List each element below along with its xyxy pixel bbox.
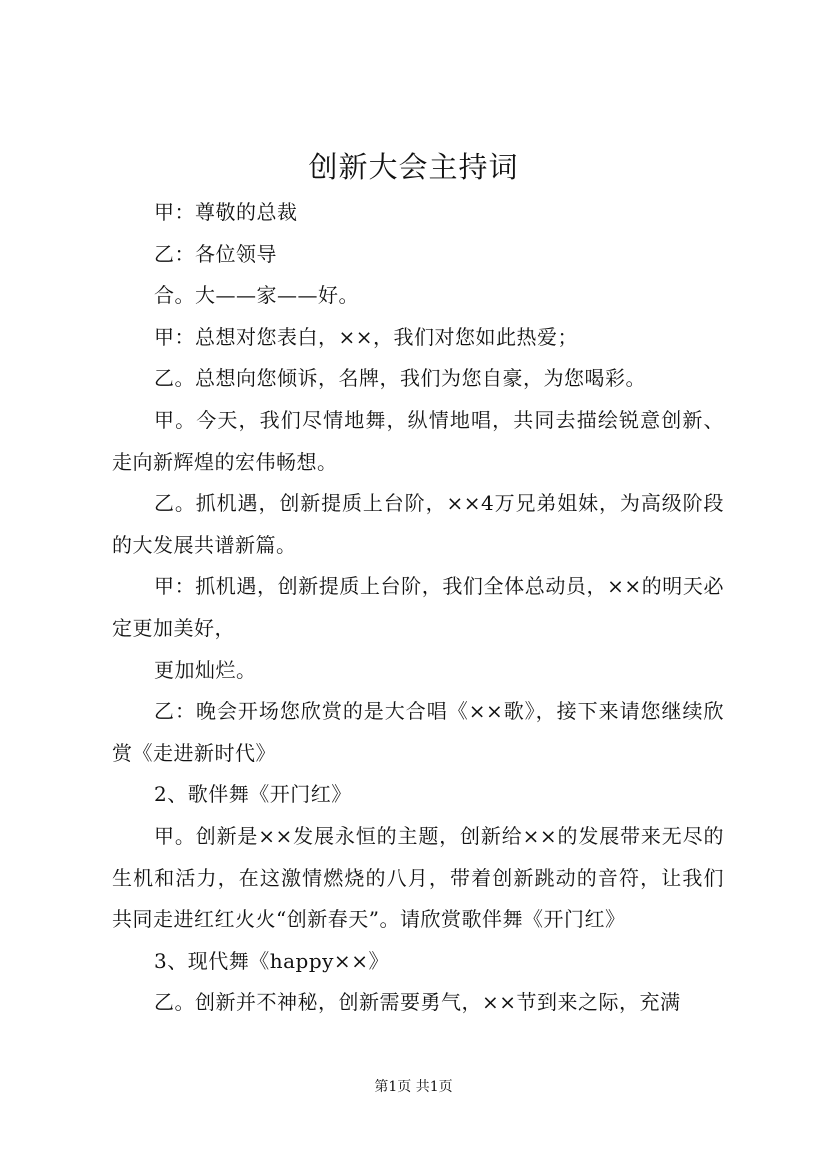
- paragraph-11: 2、歌伴舞《开门红》: [154, 782, 352, 807]
- paragraph-2: 乙：各位领导: [154, 241, 277, 266]
- paragraph-5: 乙。总想向您倾诉，名牌，我们为您自豪，为您喝彩。: [154, 366, 646, 391]
- paragraph-1: 甲：尊敬的总裁: [154, 200, 298, 224]
- paragraph-12: 甲。创新是××发展永恒的主题，创新给××的发展带来无尽的生机和活力，在这激情燃烧的八月，带着创新跳动的音符，让我们共同走进红红火火“创新春天”。请欣赏歌伴舞《开门红》: [112, 823, 724, 932]
- paragraph-6: 甲。今天，我们尽情地舞，纵情地唱，共同去描绘锐意创新、走向新辉煌的宏伟畅想。: [112, 407, 724, 474]
- paragraph-4: 甲：总想对您表白，××，我们对您如此热爱；: [154, 324, 579, 349]
- paragraph-10: 乙：晚会开场您欣赏的是大合唱《××歌》，接下来请您继续欣赏《走进新时代》: [112, 699, 724, 765]
- paragraph-8: 甲：抓机遇，创新提质上台阶，我们全体总动员，××的明天必定更加美好，: [112, 574, 724, 640]
- paragraph-14: 乙。创新并不神秘，创新需要勇气，××节到来之际，充满: [154, 990, 681, 1015]
- paragraph-9: 更加灿烂。: [154, 657, 257, 682]
- document-body: [112, 192, 724, 1024]
- document-title: 创新大会主持词: [308, 150, 519, 184]
- paragraph-13: 3、现代舞《happy××》: [154, 948, 389, 973]
- paragraph-3: 合。大——家——好。: [154, 283, 359, 308]
- page-number-footer: 第1页 共1页: [374, 1079, 453, 1095]
- paragraph-7: 乙。抓机遇，创新提质上台阶，××4万兄弟姐妹，为高级阶段的大发展共谱新篇。: [112, 491, 724, 557]
